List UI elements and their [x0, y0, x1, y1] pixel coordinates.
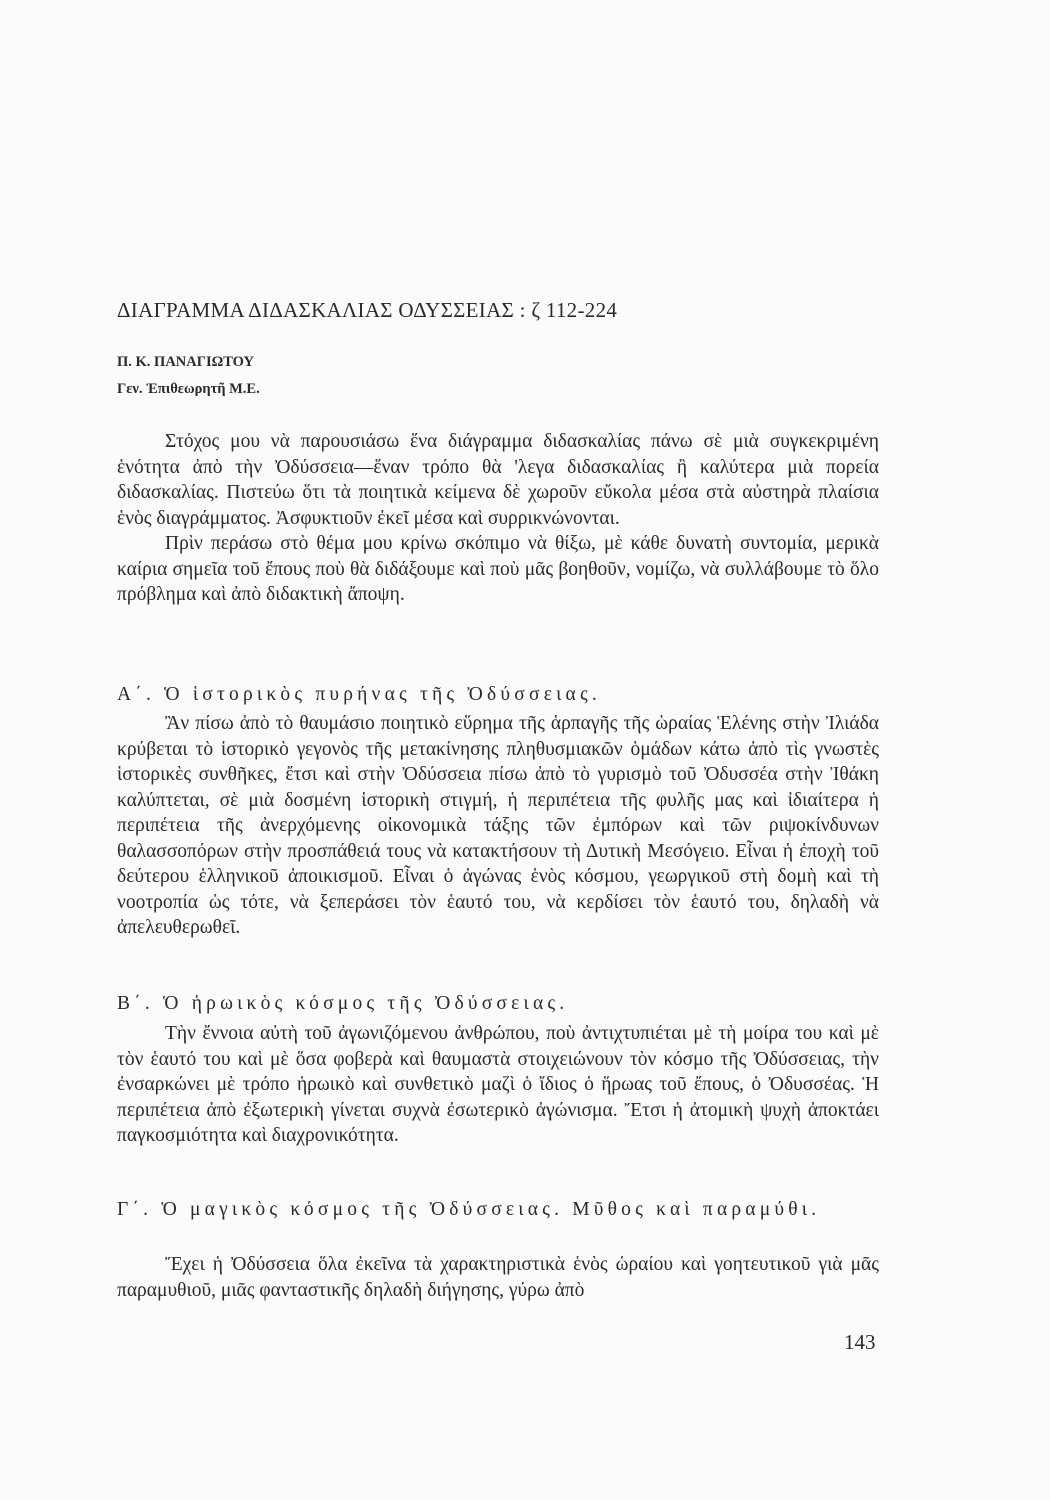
- section-b-heading: Β΄. Ὁ ἡρωικὸς κόσμος τῆς Ὀδύσσειας.: [117, 993, 569, 1014]
- section-c-block: [117, 1252, 879, 1303]
- section-a-block: [117, 711, 879, 941]
- intro-paragraph-1: Στόχος μου νὰ παρουσιάσω ἕνα διάγραμμα διδασκαλίας πάνω σὲ μιὰ συγκεκριμένη ἑνότητα ἀπὸ τὴν Ὀδύσσεια—ἕναν τρόπο θὰ 'λεγα διδασκαλίας ἢ καλύτερα μιὰ πορεία διδασκαλίας. Πιστεύω ὅτι τὰ ποιητικὰ κείμενα δὲ χωροῦν εὔκολα μέσα στὰ αὐστηρὰ πλαίσια ἑνὸς διαγράμματος. Ἀσφυκτιοῦν ἐκεῖ μέσα καὶ συρρικνώνονται.: [117, 431, 879, 529]
- section-c-paragraph: Ἔχει ἡ Ὀδύσσεια ὅλα ἐκεῖνα τὰ χαρακτηριστικὰ ἑνὸς ὡραίου καὶ γοητευτικοῦ γιὰ μᾶς παραμυθιοῦ, μιᾶς φανταστικῆς δηλαδὴ διήγησης, γύρω ἀπὸ: [117, 1254, 879, 1301]
- section-c-heading: Γ΄. Ὁ μαγικὸς κόσμος τῆς Ὀδύσσειας. Μῦθος καὶ παραμύθι.: [117, 1199, 821, 1220]
- section-a-paragraph: Ἂν πίσω ἀπὸ τὸ θαυμάσιο ποιητικὸ εὕρημα τῆς ἁρπαγῆς τῆς ὡραίας Ἑλένης στὴν Ἰλιάδα κρύβεται τὸ ἱστορικὸ γεγονὸς τῆς μετακίνησης πληθυσμιακῶν ὁμάδων κάτω ἀπὸ τὶς γνωστὲς ἱστορικὲς συνθῆκες, ἔτσι καὶ στὴν Ὀδύσσεια πίσω ἀπὸ τὸ γυρισμὸ τοῦ Ὀδυσσέα στὴν Ἰθάκη καλύπτεται, σὲ μιὰ δοσμένη ἱστορικὴ στιγμή, ἡ περιπέτεια τῆς φυλῆς μας καὶ ἰδιαίτερα ἡ περιπέτεια τῆς ἀνερχόμενης οἰκονομικὰ τάξης τῶν ἐμπόρων καὶ τῶν ριψοκίνδυνων θαλασσοπόρων στὴν προσπάθειά τους νὰ κατακτήσουν τὴ Δυτικὴ Μεσόγειο. Εἶναι ἡ ἐποχὴ τοῦ δεύτερου ἑλληνικοῦ ἀποικισμοῦ. Εἶναι ὁ ἀγώνας ἑνὸς κόσμου, γεωργικοῦ στὴ δομὴ καὶ τὴ νοοτροπία ὡς τότε, νὰ ξεπεράσει τὸν ἑαυτό του, νὰ κερδίσει τὸν ἑαυτό του, δηλαδὴ νὰ ἀπελευθερωθεῖ.: [117, 713, 879, 938]
- section-a-heading: Α΄. Ὁ ἱστορικὸς πυρήνας τῆς Ὀδύσσειας.: [117, 684, 601, 705]
- intro-paragraph-2: Πρὶν περάσω στὸ θέμα μου κρίνω σκόπιμο νὰ θίξω, μὲ κάθε δυνατὴ συντομία, μερικὰ καίρια σημεῖα τοῦ ἔπους ποὺ θὰ διδάξουμε καὶ ποὺ μᾶς βοηθοῦν, νομίζω, νὰ συλλάβουμε τὸ ὅλο πρόβλημα καὶ ἀπὸ διδακτικὴ ἄποψη.: [117, 533, 879, 605]
- author-affiliation: Γεν. Ἐπιθεωρητῆ Μ.Ε.: [117, 381, 260, 397]
- section-b-paragraph: Τὴν ἔννοια αὐτὴ τοῦ ἀγωνιζόμενου ἀνθρώπου, ποὺ ἀντιχτυπιέται μὲ τὴ μοίρα του καὶ μὲ τὸν ἑαυτό του καὶ μὲ ὅσα φοβερὰ καὶ θαυμαστὰ στοιχειώνουν τὸν κόσμο τῆς Ὀδύσσειας, τὴν ἐνσαρκώνει μὲ τρόπο ἡρωικὸ καὶ συνθετικὸ μαζὶ ὁ ἴδιος ὁ ἥρωας τοῦ ἔπους, ὁ Ὀδυσσέας. Ἡ περιπέτεια ἀπὸ ἐξωτερικὴ γίνεται συχνὰ ἐσωτερικὸ ἀγώνισμα. Ἔτσι ἡ ἀτομικὴ ψυχὴ ἀποκτάει παγκοσμιότητα καὶ διαχρονικότητα.: [117, 1023, 879, 1146]
- intro-block: [117, 429, 879, 608]
- author-name: Π. Κ. ΠΑΝΑΓΙΩΤΟΥ: [117, 354, 255, 370]
- article-title: ΔΙΑΓΡΑΜΜΑ ΔΙΔΑΣΚΑΛΙΑΣ ΟΔΥΣΣΕΙΑΣ : ζ 112-224: [117, 298, 618, 322]
- section-b-block: [117, 1021, 879, 1149]
- page-number: 143: [844, 1330, 876, 1354]
